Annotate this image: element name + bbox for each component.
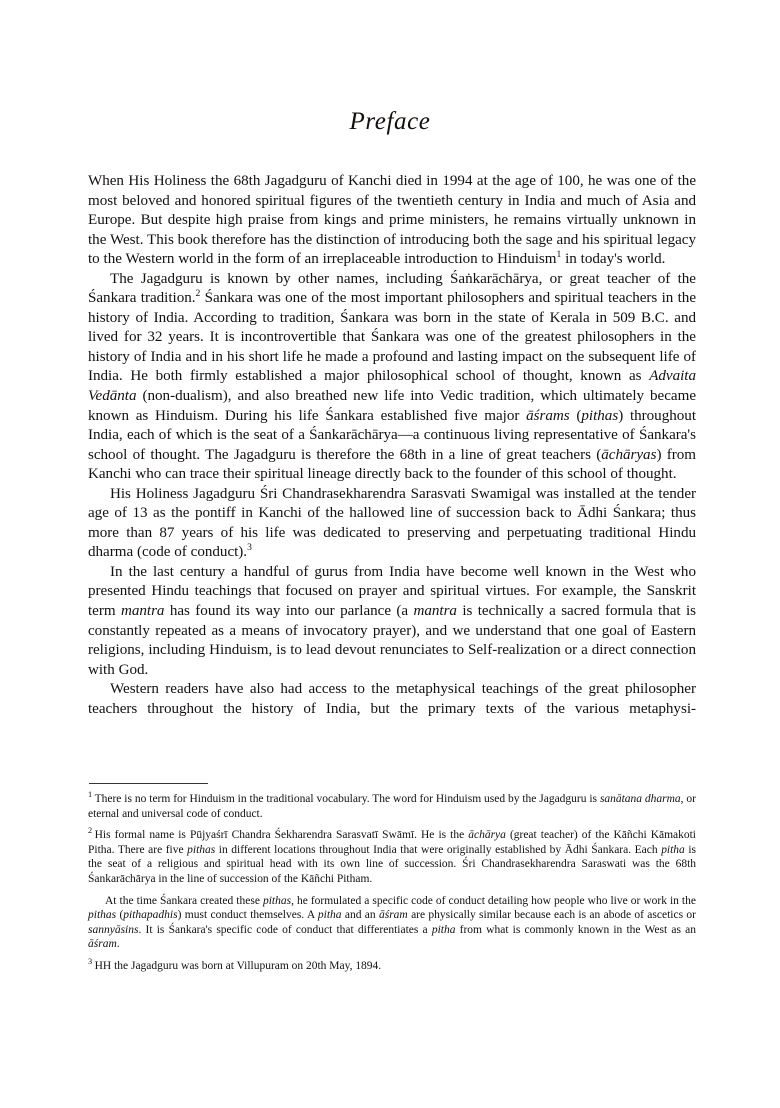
footnote-number: 1 xyxy=(88,790,93,800)
footnote-item xyxy=(88,792,696,821)
footnote-number: 2 xyxy=(88,826,93,836)
paragraph: In the last century a handful of gurus from India have become well known in the West who presented Hindu teachings that focused on prayer and spiritual virtues. For example, the Sanskrit term mantra has found its way into our parlance (a mantra is technically a sacred formula that is constantly repeated as a means of invocatory prayer), and we understand that one goal of Eastern religions, including Hinduism, is to lead devout renunciates to Self-realization or a direct connection with God. xyxy=(88,563,696,678)
page-title: Preface xyxy=(349,108,431,135)
footnote-text: HH the Jagadguru was born at Villupuram on 20th May, 1894. xyxy=(94,959,382,972)
paragraph: When His Holiness the 68th Jagadguru of Kanchi died in 1994 at the age of 100, he was one of the most beloved and honored spiritual figures of the twentieth century in India and much of Asia and Europe. But despite high praise from kings and prime ministers, he remains virtually unknown in the West. This book therefore has the distinction of introducing both the sage and his spiritual legacy to the Western world in the form of an irreplaceable introduction to Hinduism$^1$ in today's world. xyxy=(88,173,696,268)
paragraph: His Holiness Jagadguru Śri Chandrasekharendra Sarasvati Swamigal was installed at the tender age of 13 as the pontiff in Kanchi of the hallowed line of succession back to Ādhi Śankara; thus more than 87 years of his life was dedicated to preserving and perpetuating traditional Hindu dharma (code of conduct).$^3$ xyxy=(88,485,696,561)
footnotes-block xyxy=(88,792,696,974)
paragraph: The Jagadguru is known by other names, including Śaṅkarāchārya, or great teacher of the Śankara tradition.$^2$ Śankara was one of the most important philosophers and spiritual teachers in the history of India. According to tradition, Śankara was born in the state of Kerala in 509 B.C. and lived for 32 years. It is incontrovertible that Śankara was one of the greatest philosophers in the history of India and in his short life he made a profound and lasting impact on the subsequent life of India. He both firmly established a major philosophical school of thought, known as Advaita Vedānta (non-dualism), and also breathed new life into Vedic tradition, which ultimately became known as Hinduism. During his life Śankara established five major āśrams (pithas) throughout India, each of which is the seat of a Śankarāchārya—a continuous living representative of Śankara's school of thought. The Jagadguru is therefore the 68th in a line of great teachers (āchāryas) from Kanchi who can trace their spiritual lineage directly back to the founder of this school of thought. xyxy=(88,270,696,483)
body-text-block xyxy=(88,172,696,739)
footnote-text: There is no term for Hinduism in the traditional vocabulary. The word for Hinduism used by the Jagadguru is sanātana dharma, or eternal and universal code of conduct. xyxy=(88,793,696,820)
footnote-number: 3 xyxy=(88,957,93,967)
footnote-text: His formal name is Pūjyaśrī Chandra Śekharendra Sarasvatī Swāmī. He is the āchārya (great teacher) of the Kāñchi Kāmakoti Pitha. There are five pithas in different locations throughout India that were originally established by Ādhi Śankara. Each pitha is the seat of a religious and spiritual head with its own line of succession. Śri Chandrasekharendra Saraswati was the 68th Śankarāchārya in the line of succession of the Kāñchi Pitham. xyxy=(88,829,697,885)
footnote-subparagraph: At the time Śankara created these pithas, he formulated a specific code of conduct detailing how people who live or work in the pithas (pithapadhis) must conduct themselves. A pitha and an āśram are physically similar because each is an abode of ascetics or sannyāsins. It is Śankara's specific code of conduct that differentiates a pitha from what is commonly known in the West as an āśram. xyxy=(88,894,696,951)
footnote-separator-rule xyxy=(89,783,208,784)
footnote-item xyxy=(88,959,696,974)
footnote-item xyxy=(88,828,696,886)
paragraph: Western readers have also had access to the metaphysical teachings of the great philosopher teachers throughout the history of India, but the primary texts of the various metaphysi- xyxy=(88,681,696,717)
